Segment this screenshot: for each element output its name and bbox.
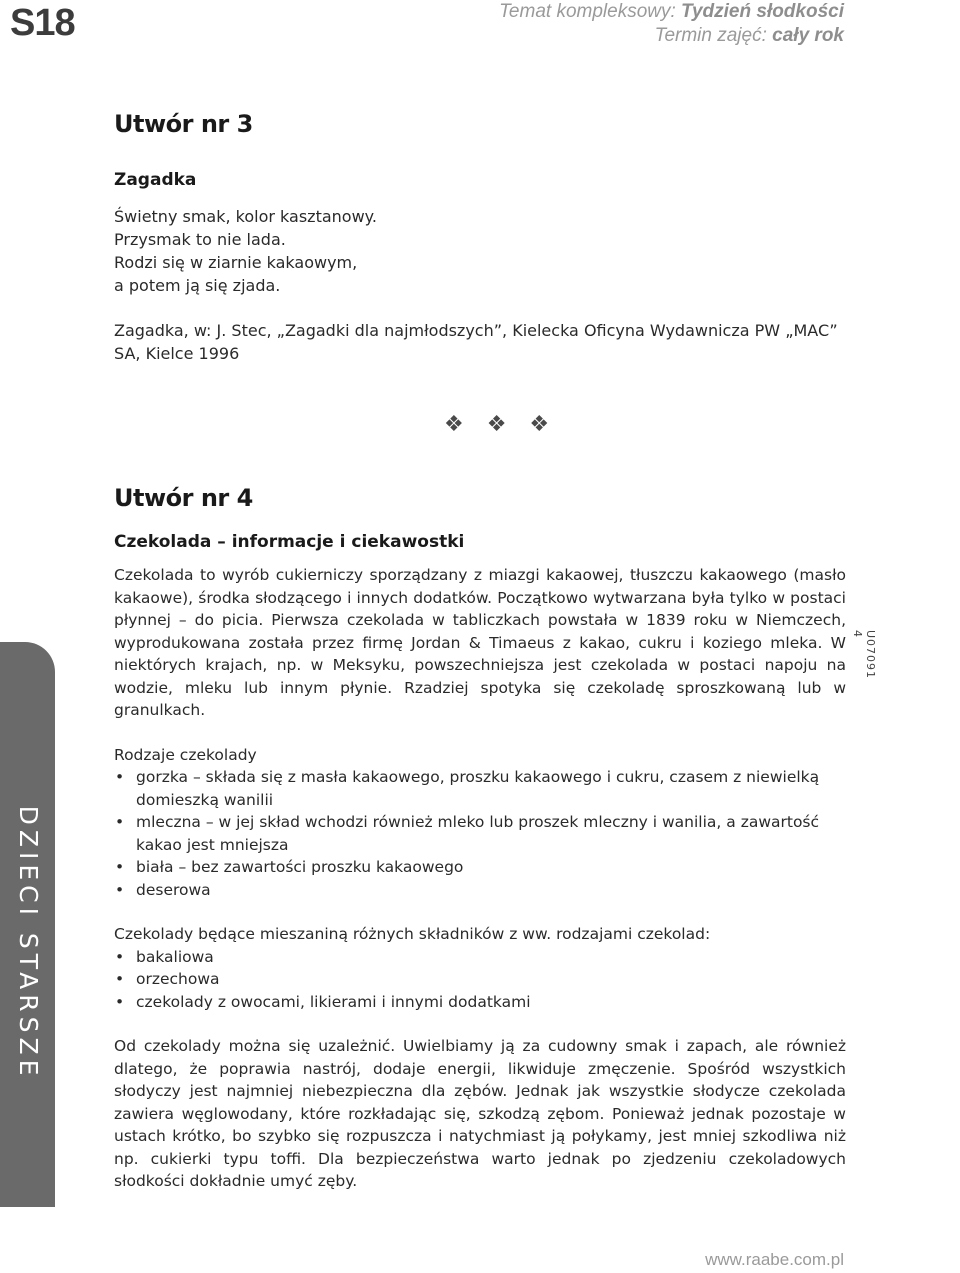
page-code: S18 (10, 2, 75, 44)
closing-paragraph: Od czekolady można się uzależnić. Uwielbiamy ją za cudowny smak i zapach, ale również dlatego, że poprawia nastrój, dodaje energii, likwiduje zmęczenie. Spośród wszystkich słodyczy jest najmniej niebezpieczna dla zębów. Jednak jak wszystkie słodycze czekolada zawiera węglowodany, które rozkładając się, szkodzą zębom. Ponieważ jednak pozostaje w ustach krótko, bo szybko się rozpuszcza i natychmiast ją połykamy, jest mniej szkodliwa niż np. cukierki typu toffi. Dla bezpieczeństwa warto jednak po zjedzeniu czekoladowych słodkości dokładnie umyć zęby. (114, 1037, 846, 1190)
list-item: • deserowa (114, 879, 846, 902)
divider-ornament: ❖ ❖ ❖ (444, 412, 558, 437)
section-3-title: Utwór nr 3 (114, 110, 253, 138)
section-4-subtitle: Czekolada – informacje i ciekawostki (114, 532, 465, 552)
list-item: • orzechowa (114, 968, 846, 991)
list-item: • mleczna – w jej skład wchodzi również mleko lub proszek mleczny i wanilia, a zawartość kakao jest mniejsza (114, 811, 846, 856)
side-tab-label: DZIECI STARSZE (14, 805, 43, 1081)
term-value: cały rok (772, 25, 844, 46)
mixed-list (114, 946, 846, 1014)
footer-url[interactable]: www.raabe.com.pl (705, 1250, 844, 1269)
topic-label: Temat kompleksowy: (499, 1, 676, 22)
section-4 (114, 484, 846, 1193)
poem-line: Świetny smak, kolor kasztanowy. (114, 207, 377, 226)
source-citation: Zagadka, w: J. Stec, „Zagadki dla najmłodszych”, Kielecka Oficyna Wydawnicza PW „MAC” SA, Kielce 1996 (114, 321, 838, 363)
header-info (499, 0, 844, 48)
types-list (114, 766, 846, 901)
section-4-title: Utwór nr 4 (114, 484, 253, 512)
term-line (499, 24, 844, 48)
document-code: U07091 4 (851, 630, 877, 680)
topic-line (499, 0, 844, 24)
poem-line: Przysmak to nie lada. (114, 230, 286, 249)
main-content (114, 110, 846, 365)
poem-line: a potem ją się zjada. (114, 276, 281, 295)
types-heading: Rodzaje czekolady (114, 745, 257, 764)
list-item: • biała – bez zawartości proszku kakaowego (114, 856, 846, 879)
poem-line: Rodzi się w ziarnie kakaowym, (114, 253, 358, 272)
term-label: Termin zajęć: (654, 25, 767, 46)
topic-value: Tydzień słodkości (681, 1, 844, 22)
list-item: • gorzka – składa się z masła kakaowego, proszku kakaowego i cukru, czasem z niewielką domieszką wanilii (114, 766, 846, 811)
intro-paragraph: Czekolada to wyrób cukierniczy sporządzany z miazgi kakaowej, tłuszczu kakaowego (masło kakaowe), środka słodzącego i innych dodatków. Początkowo wytwarzana była tylko w postaci płynnej – do picia. Pierwsza czekolada w tabliczkach powstała w 1839 roku w Niemczech, wyprodukowana została przez firmę Jordan & Timaeus z kakao, cukru i koziego mleka. W niektórych krajach, np. w Meksyku, powszechniejsza jest czekolada w postaci napoju na wodzie, mleku lub innym płynie. Rzadziej spotyka się czekoladę sproszkowaną lub w granulkach. (114, 566, 846, 719)
poem (114, 205, 846, 297)
list-item: • czekolady z owocami, likierami i innymi dodatkami (114, 991, 846, 1014)
mixed-heading: Czekolady będące mieszaniną różnych składników z ww. rodzajami czekolad: (114, 925, 711, 943)
list-item: • bakaliowa (114, 946, 846, 969)
section-3-subtitle: Zagadka (114, 170, 197, 190)
